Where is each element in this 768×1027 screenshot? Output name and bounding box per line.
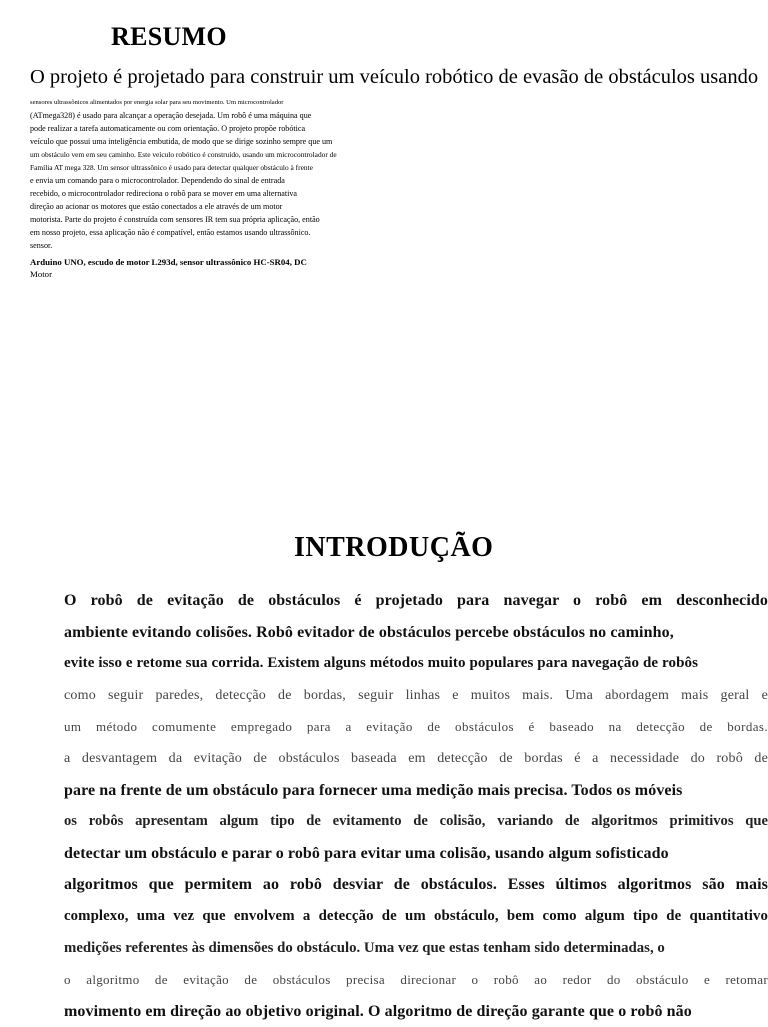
intro-line: ambiente evitando colisões. Robô evitador de obstáculos percebe obstáculos no caminho, — [64, 623, 674, 641]
intro-line: a desvantagem da evitação de obstáculos baseada em detecção de bordas é a necessidade do robô de — [64, 750, 768, 766]
intro-line: complexo, uma vez que envolvem a detecção de um obstáculo, bem como algum tipo de quantitativo — [64, 907, 768, 924]
resumo-line: pode realizar a tarefa automaticamente ou com orientação. O projeto propõe robótica — [30, 124, 306, 133]
resumo-line: motorista. Parte do projeto é construída com sensores IR tem sua própria aplicação, então — [30, 215, 320, 224]
intro-line: movimento em direção ao objetivo original. O algoritmo de direção garante que o robô não — [64, 1002, 692, 1020]
introducao-body — [64, 585, 768, 1027]
intro-line: os robôs apresentam algum tipo de evitamento de colisão, variando de algoritmos primitivos que — [64, 813, 768, 830]
keywords-line: Arduino UNO, escudo de motor L293d, sensor ultrassônico HC-SR04, DC — [30, 257, 307, 267]
intro-line: o algoritmo de evitação de obstáculos precisa direcionar o robô ao redor do obstáculo e retomar — [64, 972, 768, 988]
resumo-line: um obstáculo vem em seu caminho. Este veículo robótico é construído, usando um microcontrolador de — [30, 150, 337, 159]
resumo-line: veículo que possui uma inteligência embutida, de modo que se dirige sozinho sempre que um — [30, 137, 333, 146]
resumo-line: Família AT mega 328. Um sensor ultrassônico é usado para detectar qualquer obstáculo à frente — [30, 163, 313, 172]
introducao-heading: INTRODUÇÃO — [294, 532, 494, 563]
keywords-tail: Motor — [30, 269, 52, 279]
intro-line: O robô de evitação de obstáculos é projetado para navegar o robô em desconhecido — [64, 592, 768, 609]
intro-line: detectar um obstáculo e parar o robô para evitar uma colisão, usando algum sofisticado — [64, 844, 669, 862]
intro-line: pare na frente de um obstáculo para fornecer uma medição mais precisa. Todos os móveis — [64, 781, 683, 799]
resumo-line: recebido, o microcontrolador redireciona o robô para se mover em uma alternativa — [30, 189, 297, 198]
resumo-body — [30, 96, 337, 252]
intro-line: medições referentes às dimensões do obstáculo. Uma vez que estas tenham sido determinadas, o — [64, 939, 665, 956]
resumo-line: sensor. — [30, 241, 53, 250]
resumo-line: direção ao acionar os motores que estão conectados a ele através de um motor — [30, 202, 283, 211]
intro-line: um método comumente empregado para a evitação de obstáculos é baseado na detecção de bordas. — [64, 719, 768, 735]
keywords-block — [30, 256, 307, 280]
intro-line: como seguir paredes, detecção de bordas, seguir linhas e muitos mais. Uma abordagem mais geral e — [64, 687, 768, 703]
resumo-line: sensores ultrassônicos alimentados por energia solar para seu movimento. Um microcontrolador — [30, 99, 284, 106]
resumo-line: (ATmega328) é usado para alcançar a operação desejada. Um robô é uma máquina que — [30, 111, 312, 120]
resumo-line: e envia um comando para o microcontrolador. Dependendo do sinal de entrada — [30, 176, 285, 185]
resumo-lead-line: O projeto é projetado para construir um veículo robótico de evasão de obstáculos usando — [30, 66, 759, 88]
intro-line: evite isso e retome sua corrida. Existem alguns métodos muito populares para navegação de robôs — [64, 655, 699, 672]
resumo-heading: RESUMO — [111, 22, 227, 51]
intro-line: algoritmos que permitem ao robô desviar de obstáculos. Esses últimos algoritmos são mais — [64, 876, 768, 894]
resumo-line: em nosso projeto, essa aplicação não é compatível, então estamos usando ultrassônico. — [30, 228, 311, 237]
